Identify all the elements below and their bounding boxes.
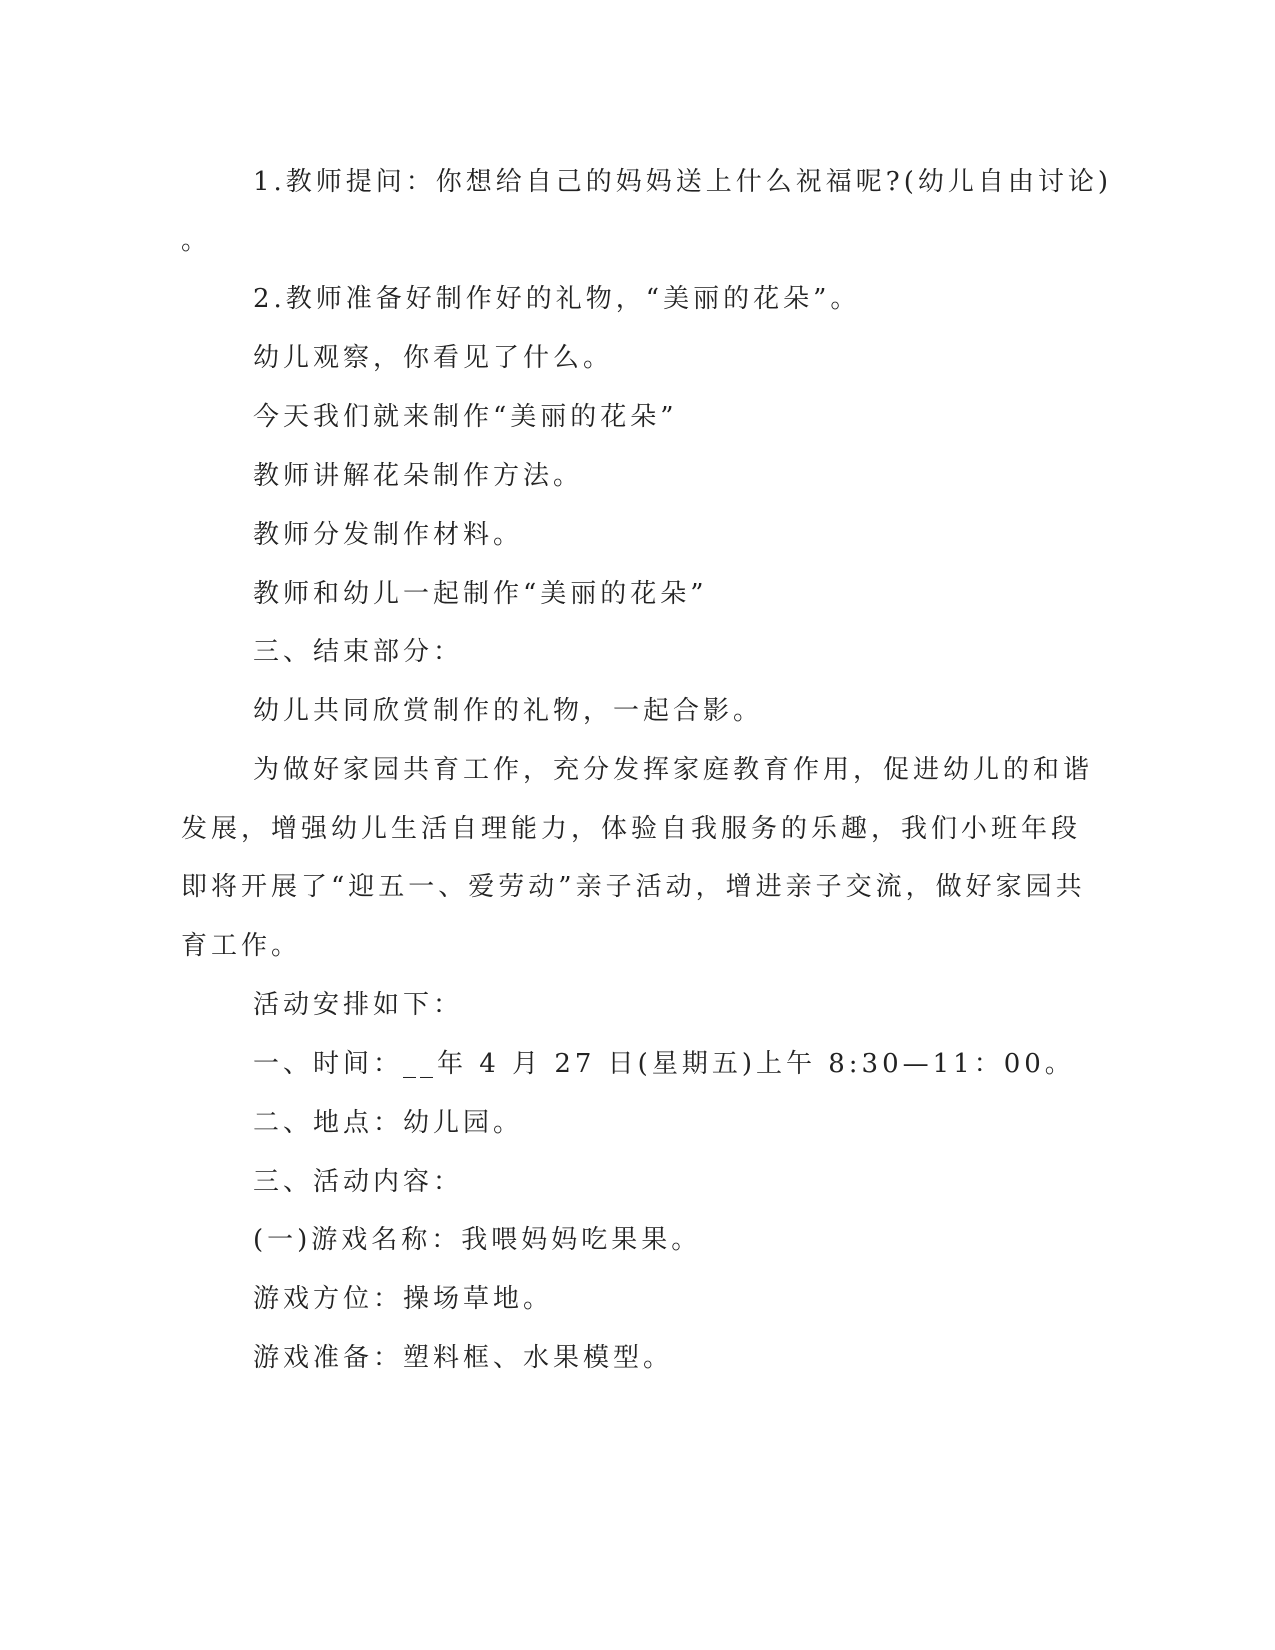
text-line-4: 幼儿观察，你看见了什么。 <box>253 343 614 373</box>
text-line-5: 今天我们就来制作“美丽的花朵” <box>253 402 678 432</box>
text-line-2: 。 <box>181 226 212 256</box>
text-line-16: 一、时间：__年 4 月 27 日(星期五)上午 8:30—11：00。 <box>253 1049 1075 1079</box>
text-line-7: 教师分发制作材料。 <box>253 520 524 550</box>
text-line-13: 即将开展了“迎五一、爱劳动”亲子活动，增进亲子交流，做好家园共 <box>181 872 1086 902</box>
text-line-11: 为做好家园共育工作，充分发挥家庭教育作用，促进幼儿的和谐 <box>253 755 1094 785</box>
text-line-12: 发展，增强幼儿生活自理能力，体验自我服务的乐趣，我们小班年段 <box>181 814 1082 844</box>
text-line-1: 1.教师提问：你想给自己的妈妈送上什么祝福呢?(幼儿自由讨论) <box>253 167 1113 197</box>
text-line-14: 育工作。 <box>181 931 302 961</box>
text-line-3: 2.教师准备好制作好的礼物，“美丽的花朵”。 <box>253 284 861 314</box>
text-line-15: 活动安排如下： <box>253 990 464 1020</box>
text-line-17: 二、地点：幼儿园。 <box>253 1108 524 1138</box>
text-line-6: 教师讲解花朵制作方法。 <box>253 461 584 491</box>
text-line-9: 三、结束部分： <box>253 637 464 667</box>
text-line-21: 游戏准备：塑料框、水果模型。 <box>253 1343 674 1373</box>
text-line-8: 教师和幼儿一起制作“美丽的花朵” <box>253 579 708 609</box>
text-line-20: 游戏方位：操场草地。 <box>253 1284 554 1314</box>
text-line-10: 幼儿共同欣赏制作的礼物，一起合影。 <box>253 696 764 726</box>
text-line-18: 三、活动内容： <box>253 1167 464 1197</box>
text-line-19: (一)游戏名称：我喂妈妈吃果果。 <box>253 1225 702 1255</box>
